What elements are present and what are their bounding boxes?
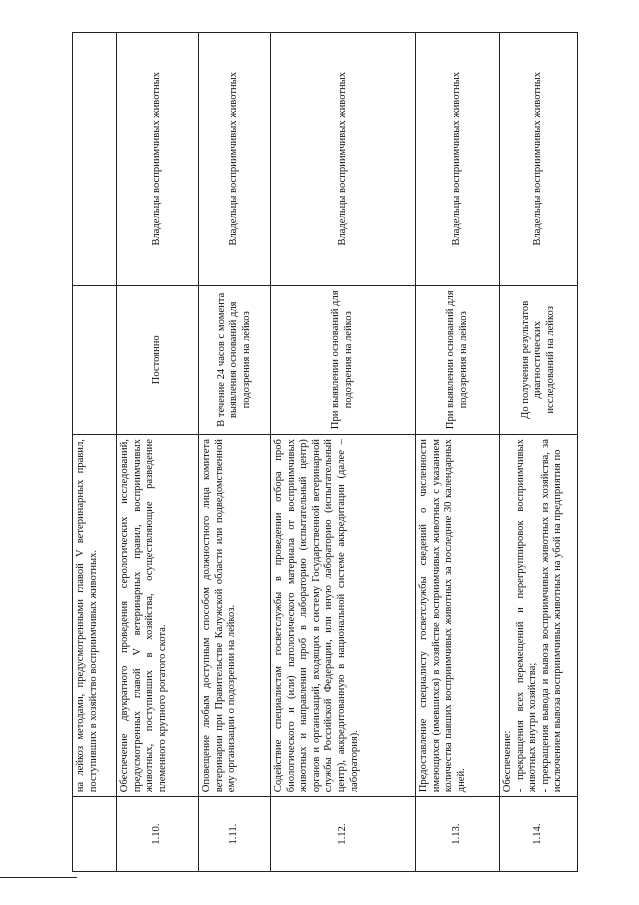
row-number: 1.14. xyxy=(500,797,578,872)
row-responsible: Владельцы восприимчивых животных xyxy=(500,33,578,286)
row-action: Обеспечение двукратного проведения серологических исследований, предусмотренных главой V ветеринарных правил, восприимчивых животных, поступивших в хозяйства, осуществляющие разведение племенного крупного рогатого скота. xyxy=(117,435,199,797)
row-action: Обеспечение: - прекращения всех перемещений и перегруппировок восприимчивых животных внутри хозяйства; - прекращения вывода и вывоза восприимчивых животных из хозяйства, за исключением вывоза восприимчивых животных на убой на предприятия по xyxy=(500,435,578,797)
row-responsible: Владельцы восприимчивых животных xyxy=(199,33,271,286)
row-term: При выявлении оснований для подозрения на лейкоз xyxy=(416,285,500,435)
table-row xyxy=(416,33,500,872)
table-row xyxy=(500,33,578,872)
table-row xyxy=(199,33,271,872)
row-responsible: Владельцы восприимчивых животных xyxy=(416,33,500,286)
row-term: Постоянно xyxy=(117,285,199,435)
footnote-divider xyxy=(0,877,77,878)
row-number: 1.13. xyxy=(416,797,500,872)
row-responsible: Владельцы восприимчивых животных xyxy=(117,33,199,286)
table-row xyxy=(117,33,199,872)
row-number: 1.10. xyxy=(117,797,199,872)
rotated-table-container xyxy=(72,32,577,872)
row-action: Предоставление специалисту госветслужбы сведений о численности имеющихся (имевшихся) в хозяйстве восприимчивых животных с указанием количества павших восприимчивых животных за последние 30 календарных дней. xyxy=(416,435,500,797)
row-responsible xyxy=(73,33,117,286)
row-action: Содействие специалистам госветслужбы в проведении отбора проб биологического и (или) патологического материала от восприимчивых животных и направлении проб в лабораторию (испытательный центр) органов и организаций, входящих в систему Государственной ветеринарной службы Российской Федерации, или иную лабораторию (испытательный центр), аккредитованную в национальной системе аккредитации (далее – лаборатория). xyxy=(271,435,416,797)
row-term: При выявлении оснований для подозрения на лейкоз xyxy=(271,285,416,435)
row-number: 1.11. xyxy=(199,797,271,872)
table-row xyxy=(73,33,117,872)
row-term: В течение 24 часов с момента выявления оснований для подозрения на лейкоз xyxy=(199,285,271,435)
row-number: 1.12. xyxy=(271,797,416,872)
measures-table xyxy=(72,32,578,872)
table-row xyxy=(271,33,416,872)
row-number xyxy=(73,797,117,872)
row-action: на лейкоз методами, предусмотренными главой V ветеринарных правил, поступивших в хозяйство восприимчивых животных. xyxy=(73,435,117,797)
row-term xyxy=(73,285,117,435)
row-term: До получения результатов диагностических исследований на лейкоз xyxy=(500,285,578,435)
row-responsible: Владельцы восприимчивых животных xyxy=(271,33,416,286)
row-action: Оповещение любым доступным способом должностного лица комитета ветеринарии при Правительстве Калужской области или подведомственной ему организации о подозрении на лейкоз. xyxy=(199,435,271,797)
